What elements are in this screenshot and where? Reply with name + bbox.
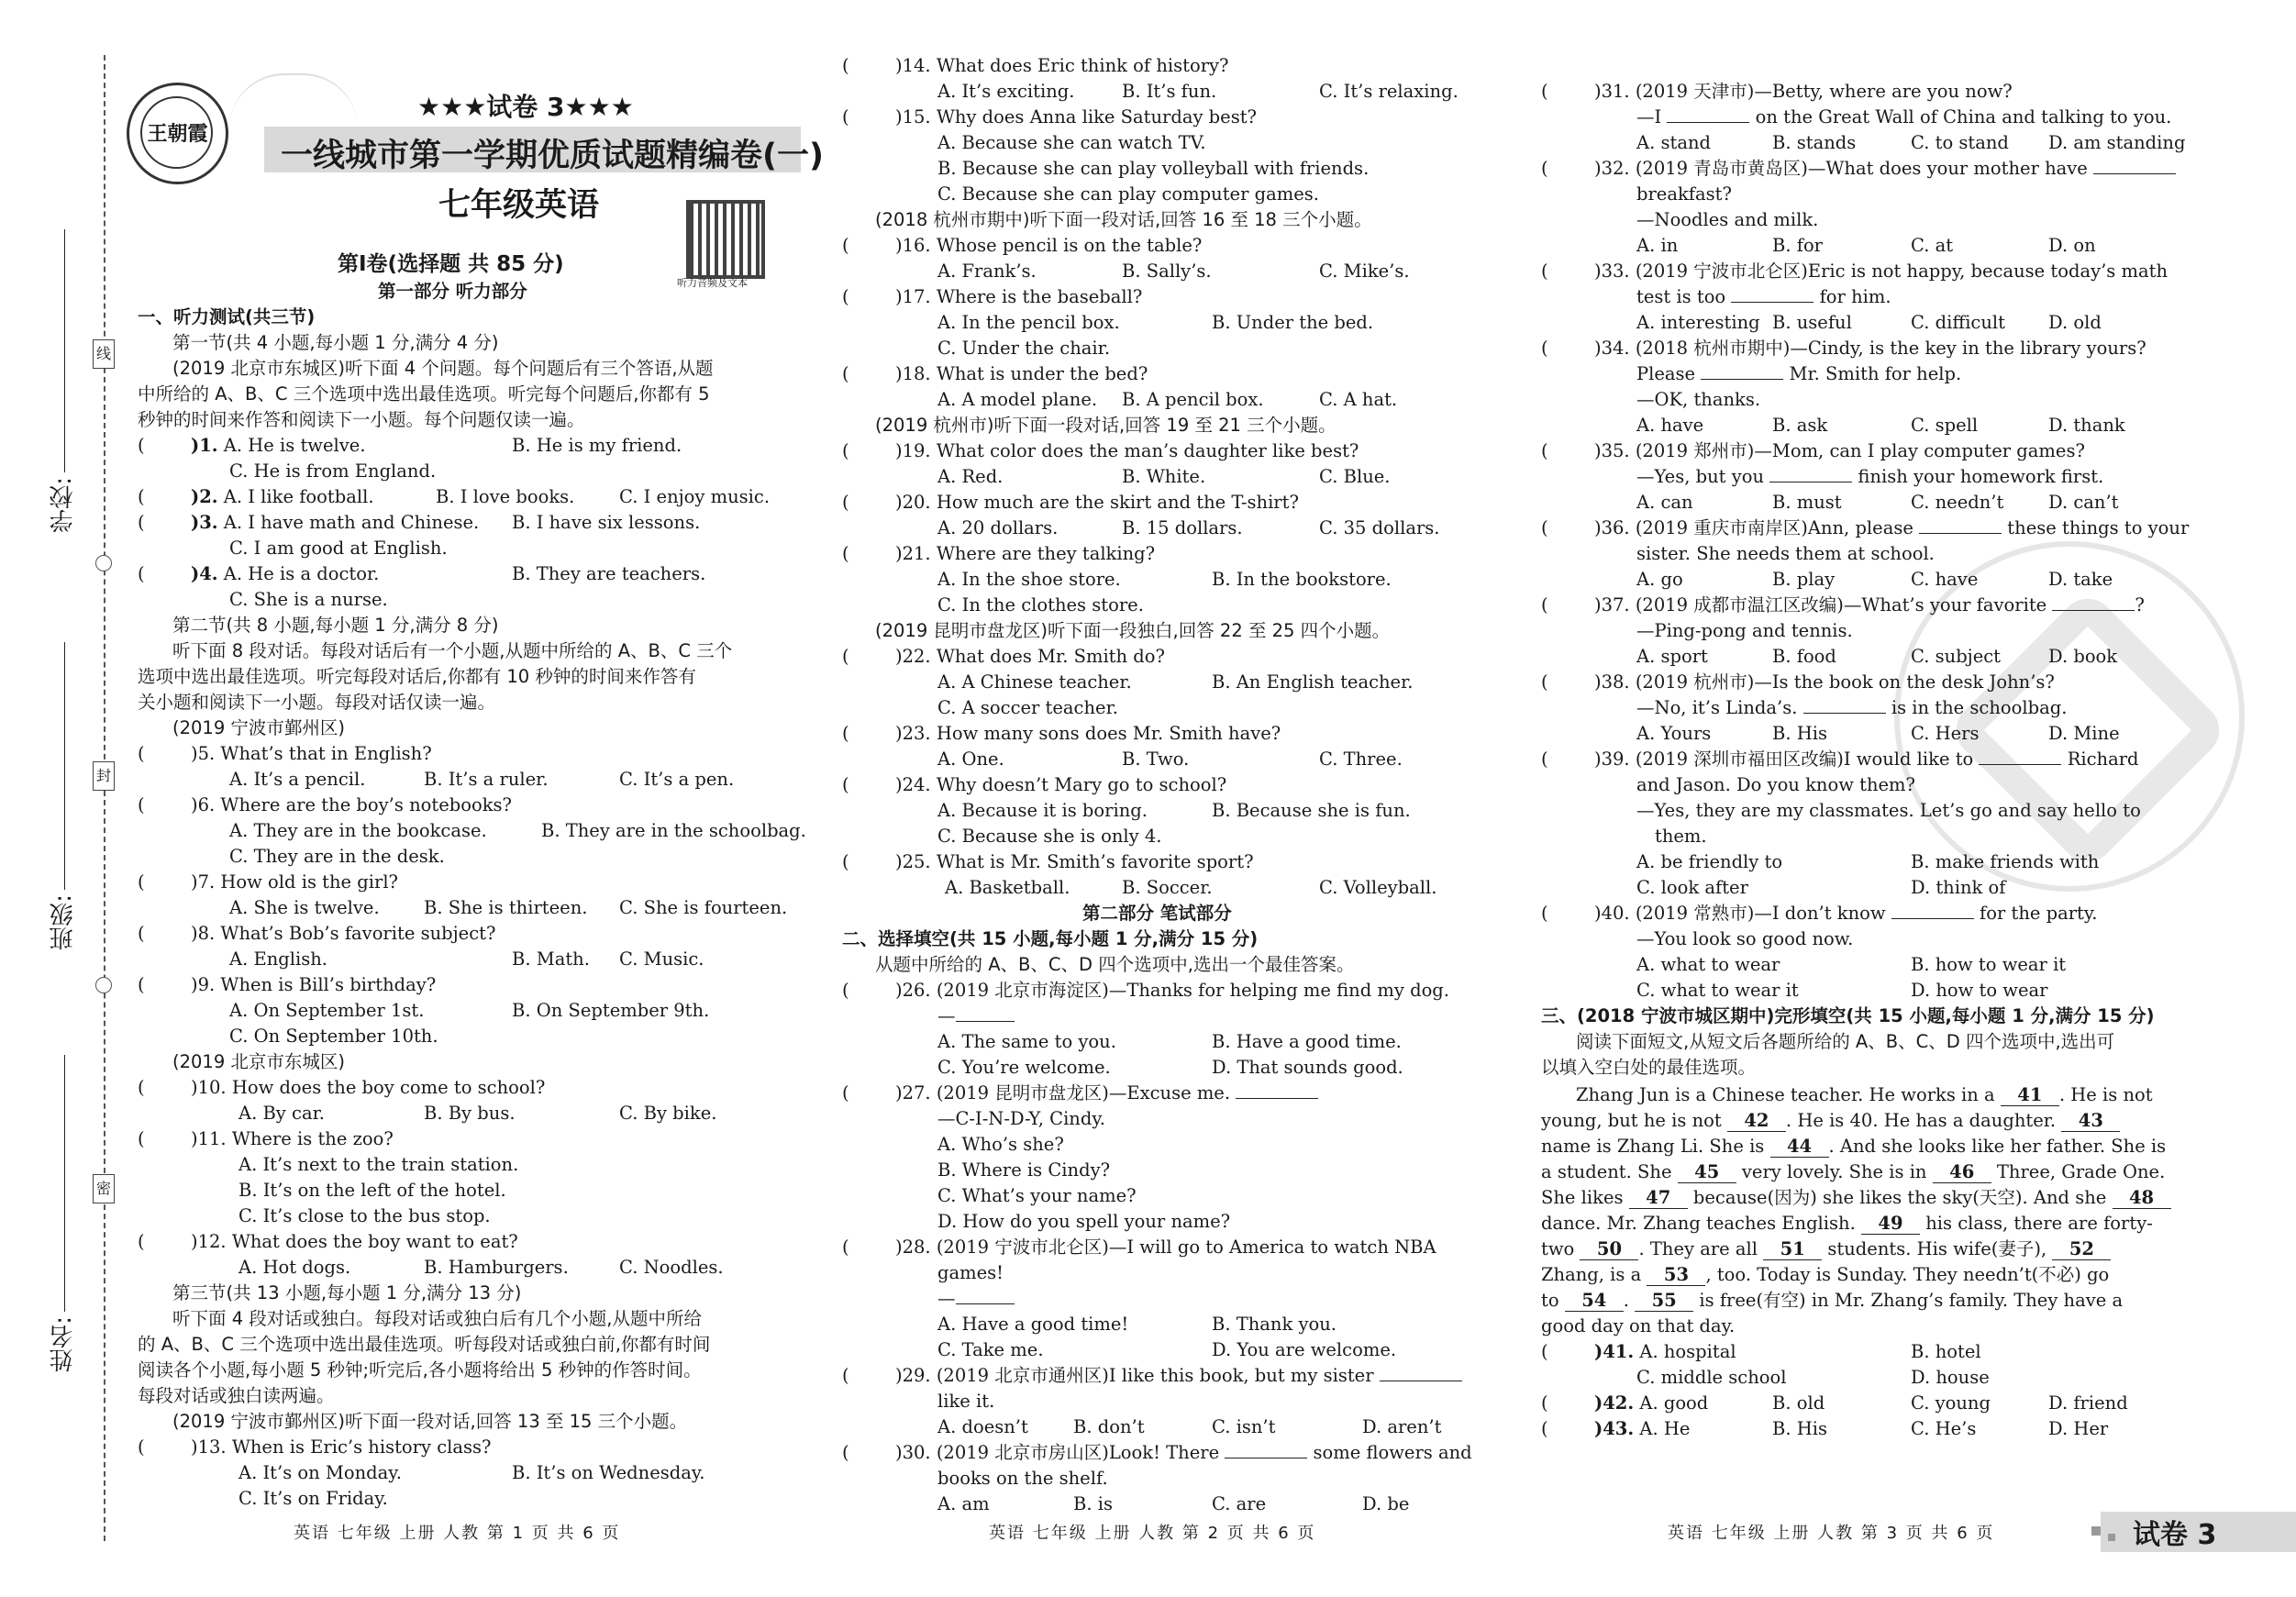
blank-49[interactable]: 49 [1861, 1214, 1920, 1235]
question-23: ( )23. How many sons does Mr. Smith have? [842, 723, 1281, 744]
logo-text: 王朝霞 [147, 123, 208, 146]
option-d: D. You are welcome. [1212, 1339, 1397, 1360]
source: (2019 杭州市)听下面一段对话,回答 19 至 21 三个小题。 [875, 415, 1337, 436]
dialogue-line: games! [937, 1262, 1004, 1283]
blank-44[interactable]: 44 [1770, 1137, 1829, 1158]
question-2: ( )2. A. I like football. [138, 486, 374, 507]
section-1-1: 第一节(共 4 小题,每小题 1 分,满分 4 分) [172, 332, 499, 353]
instruction: 的 A、B、C 三个选项中选出最佳选项。听每段对话或独白前,你都有时间 [138, 1334, 711, 1355]
option-c: C. I am good at English. [229, 538, 448, 559]
passage-line: two 50 . They are all 51 students. His wife(妻子), 52 [1541, 1237, 2111, 1262]
question-41: ( )41. A. hospital [1541, 1341, 1736, 1362]
question-39: ( )39. (2019 深圳市福田区改编)I would like to Richard [1541, 749, 2139, 770]
option-d: D. house [1911, 1367, 1990, 1388]
option-d: D. think of [1911, 877, 2006, 898]
blank-45[interactable]: 45 [1678, 1162, 1736, 1183]
option-c: C. have [1911, 569, 1979, 590]
option-c: C. It’s close to the bus stop. [238, 1205, 491, 1226]
name-label: 姓名: [50, 1316, 77, 1372]
question-22: ( )22. What does Mr. Smith do? [842, 646, 1165, 667]
option-d: D. aren’t [1362, 1416, 1442, 1437]
option-a: A. can [1636, 492, 1693, 513]
binding-line [104, 55, 105, 1541]
option-a: A. It’s a pencil. [229, 769, 366, 790]
option-a: A. Who’s she? [937, 1134, 1064, 1155]
option-c: C. at [1911, 235, 1954, 256]
option-c: C. On September 10th. [229, 1026, 438, 1047]
option-a: A. Because it is boring. [937, 800, 1148, 821]
school-field[interactable] [64, 229, 65, 472]
option-c: C. needn’t [1911, 492, 2004, 513]
question-34: ( )34. (2018 杭州市期中)—Cindy, is the key in the library yours? [1541, 338, 2146, 359]
question-43: ( )43. A. He [1541, 1418, 1691, 1439]
question-1: ( )1. A. He is twelve. [138, 435, 366, 456]
option-c: C. She is a nurse. [229, 589, 388, 610]
option-d: D. can’t [2048, 492, 2119, 513]
option-c: C. middle school [1636, 1367, 1787, 1388]
instruction: 阅读各个小题,每小题 5 秒钟;听完后,各小题将给出 5 秒钟的作答时间。 [138, 1359, 702, 1381]
passage-line: good day on that day. [1541, 1315, 1736, 1336]
option-c: C. what to wear it [1636, 980, 1799, 1001]
hole-mark [95, 555, 112, 571]
option-d: D. on [2048, 235, 2096, 256]
dialogue-line: —C-I-N-D-Y, Cindy. [937, 1108, 1105, 1129]
instruction: 听下面 4 段对话或独白。每段对话或独白后有几个小题,从题中所给 [172, 1308, 703, 1329]
part1-subtitle: 第一部分 听力部分 [378, 281, 527, 302]
hole-mark [95, 977, 112, 993]
question-12: ( )12. What does the boy want to eat? [138, 1231, 518, 1252]
instruction: 选项中选出最佳选项。听完每段对话后,你都有 10 秒钟的时间来作答有 [138, 666, 696, 687]
option-b: B. A pencil box. [1122, 389, 1264, 410]
option-a: A. It’s next to the train station. [238, 1154, 519, 1175]
decor-square [2091, 1526, 2101, 1536]
option-b: B. It’s a ruler. [424, 769, 549, 790]
class-label: 班级: [50, 894, 77, 950]
option-b: B. They are in the schoolbag. [541, 820, 806, 841]
option-c: C. Blue. [1319, 466, 1391, 487]
option-c: C. He is from England. [229, 460, 437, 482]
option-a: A. The same to you. [937, 1031, 1116, 1052]
option-a: A. 20 dollars. [937, 517, 1059, 538]
option-a: A. Because she can watch TV. [937, 132, 1206, 153]
answer-blank[interactable] [1236, 1098, 1318, 1099]
question-30: ( )30. (2019 北京市房山区)Look! There some flowers and [842, 1442, 1472, 1463]
bind-mark: 密 [93, 1174, 115, 1203]
blank-46[interactable]: 46 [1933, 1162, 1991, 1183]
option-c: C. In the clothes store. [937, 594, 1144, 616]
option-c: C. A hat. [1319, 389, 1398, 410]
part1-title: 第Ⅰ卷(选择题 共 85 分) [338, 252, 564, 276]
option-c: C. By bike. [619, 1103, 717, 1124]
option-a: A. On September 1st. [229, 1000, 425, 1021]
dialogue-line: —You look so good now. [1636, 928, 1854, 949]
dialogue-line: —Ping-pong and tennis. [1636, 620, 1853, 641]
option-c: C. subject [1911, 646, 2002, 667]
option-b: B. Because she can play volleyball with friends. [937, 158, 1370, 179]
option-a: A. in [1636, 235, 1679, 256]
option-d: D. That sounds good. [1212, 1057, 1403, 1078]
option-b: B. 15 dollars. [1122, 517, 1243, 538]
blank-55[interactable]: 55 [1635, 1291, 1693, 1312]
question-27: ( )27. (2019 昆明市盘龙区)—Excuse me. [842, 1081, 1318, 1106]
option-a: A. By car. [238, 1103, 325, 1124]
option-b: B. By bus. [424, 1103, 516, 1124]
answer-blank[interactable] [1701, 379, 1783, 380]
bind-mark: 线 [93, 339, 115, 369]
question-18: ( )18. What is under the bed? [842, 363, 1148, 384]
option-d: D. am standing [2048, 132, 2186, 153]
class-field[interactable] [64, 642, 65, 890]
passage-line: a student. She 45 very lovely. She is in 46 Three, Grade One. [1541, 1161, 2166, 1182]
dialogue-line: —Yes, but you finish your homework first. [1636, 466, 2104, 487]
option-b: B. stands [1772, 132, 1857, 153]
option-c: C. Mike’s. [1319, 261, 1410, 282]
subject-title: 七年级英语 [438, 187, 600, 224]
passage-line: young, but he is not 42 . He is 40. He has a daughter. 43 [1541, 1108, 2120, 1134]
option-c: C. 35 dollars. [1319, 517, 1440, 538]
option-c: C. Under the chair. [937, 338, 1111, 359]
option-b: B. don’t [1073, 1416, 1145, 1437]
decor-square [2108, 1534, 2115, 1541]
source: (2019 昆明市盘龙区)听下面一段独白,回答 22 至 25 四个小题。 [875, 620, 1391, 641]
question-16: ( )16. Whose pencil is on the table? [842, 235, 1203, 256]
question-36: ( )36. (2019 重庆市南岸区)Ann, please these things to your [1541, 517, 2190, 538]
instruction: 每段对话或独白读两遍。 [138, 1385, 335, 1406]
question-25: ( )25. What is Mr. Smith’s favorite sport? [842, 851, 1254, 872]
option-a: A. be friendly to [1636, 851, 1783, 872]
option-c: C. He’s [1911, 1418, 1977, 1439]
question-42: ( )42. A. good [1541, 1392, 1709, 1414]
option-c: C. Because she can play computer games. [937, 183, 1319, 205]
option-c: C. They are in the desk. [229, 846, 445, 867]
option-c: C. What’s your name? [937, 1185, 1137, 1206]
answer-blank[interactable] [2052, 610, 2135, 611]
option-b: B. It’s on the left of the hotel. [238, 1180, 506, 1201]
source: (2019 宁波市鄞州区)听下面一段对话,回答 13 至 15 三个小题。 [172, 1411, 688, 1432]
option-d: D. take [2048, 569, 2113, 590]
option-d: D. Mine [2048, 723, 2120, 744]
instruction: 听下面 8 段对话。每段对话后有一个小题,从题中所给的 A、B、C 三个 [172, 640, 733, 661]
question-9: ( )9. When is Bill’s birthday? [138, 974, 437, 995]
option-b: B. It’s fun. [1122, 81, 1217, 102]
section-1-3: 第三节(共 13 小题,每小题 1 分,满分 13 分) [172, 1282, 522, 1303]
question-29: ( )29. (2019 北京市通州区)I like this book, but my sister [842, 1363, 1462, 1389]
question-38: ( )38. (2019 杭州市)—Is the book on the desk John’s? [1541, 671, 2055, 693]
answer-blank[interactable] [956, 1303, 1015, 1304]
option-c: C. A soccer teacher. [937, 697, 1118, 718]
qr-caption: 听力音频及文本 [677, 277, 748, 289]
column-1 [138, 0, 807, 1597]
passage-line: She likes 47 because(因为) she likes the sky(天空). And she 48 [1541, 1185, 2171, 1211]
question-31: ( )31. (2019 天津市)—Betty, where are you now? [1541, 81, 2013, 102]
option-b: B. Two. [1122, 749, 1190, 770]
question-20: ( )20. How much are the skirt and the T-shirt? [842, 492, 1299, 513]
dialogue-line: —I on the Great Wall of China and talking to you. [1636, 106, 2172, 128]
instruction: 中所给的 A、B、C 三个选项中选出最佳选项。听完每个问题后,你都有 5 [138, 383, 710, 405]
option-c: C. You’re welcome. [937, 1057, 1111, 1078]
option-c: C. spell [1911, 415, 1979, 436]
question-6: ( )6. Where are the boy’s notebooks? [138, 794, 512, 815]
question-15: ( )15. Why does Anna like Saturday best? [842, 106, 1257, 128]
dialogue-line: breakfast? [1636, 183, 1732, 205]
option-b: B. They are teachers. [512, 563, 706, 584]
option-b: B. I have six lessons. [512, 512, 701, 533]
option-b: B. Where is Cindy? [937, 1159, 1111, 1181]
answer-blank[interactable] [956, 1021, 1015, 1022]
dialogue-line: books on the shelf. [937, 1468, 1108, 1489]
dialogue-line: sister. She needs them at school. [1636, 543, 1935, 564]
option-c: C. difficult [1911, 312, 2005, 333]
option-c: C. Music. [619, 948, 704, 970]
option-c: C. Take me. [937, 1339, 1044, 1360]
option-b: B. is [1073, 1493, 1113, 1514]
bind-mark: 封 [93, 761, 115, 791]
option-c: C. Hers [1911, 723, 1980, 744]
dialogue-line: —OK, thanks. [1636, 389, 1761, 410]
source: (2019 宁波市鄞州区) [172, 717, 346, 738]
option-a: A. A model plane. [937, 389, 1098, 410]
answer-blank[interactable] [2093, 173, 2176, 174]
option-b: B. useful [1772, 312, 1852, 333]
instruction: 从题中所给的 A、B、C、D 四个选项中,选出一个最佳答案。 [875, 954, 1355, 975]
blank-47[interactable]: 47 [1629, 1188, 1688, 1209]
question-5: ( )5. What’s that in English? [138, 743, 432, 764]
blank-52[interactable]: 52 [2052, 1239, 2111, 1260]
option-a: A. stand [1636, 132, 1711, 153]
option-b: B. ask [1772, 415, 1828, 436]
question-17: ( )17. Where is the baseball? [842, 286, 1143, 307]
question-33: ( )33. (2019 宁波市北仑区)Eric is not happy, because today’s math [1541, 261, 2168, 282]
source: (2019 北京市东城区) [172, 1051, 346, 1072]
option-b: B. Math. [512, 948, 590, 970]
option-a: A. interesting [1636, 312, 1760, 333]
passage-line: dance. Mr. Zhang teaches English. 49 his class, there are forty- [1541, 1213, 2153, 1234]
option-d: D. old [2048, 312, 2102, 333]
dialogue-line: them. [1655, 826, 1707, 847]
name-field[interactable] [64, 1055, 65, 1312]
option-a: A. A Chinese teacher. [937, 671, 1132, 693]
option-b: B. His [1772, 723, 1827, 744]
option-c: C. Because she is only 4. [937, 826, 1162, 847]
option-b: B. On September 9th. [512, 1000, 710, 1021]
option-a: A. In the pencil box. [937, 312, 1120, 333]
option-c: C. Three. [1319, 749, 1403, 770]
option-a: A. One. [937, 749, 1004, 770]
blank-50[interactable]: 50 [1580, 1239, 1638, 1260]
option-d: D. friend [2048, 1392, 2128, 1414]
option-b: B. Soccer. [1122, 877, 1213, 898]
question-24: ( )24. Why doesn’t Mary go to school? [842, 774, 1227, 795]
option-a: A. Yours [1636, 723, 1712, 744]
question-8: ( )8. What’s Bob’s favorite subject? [138, 923, 496, 944]
option-a: A. Have a good time! [937, 1314, 1129, 1335]
source: (2018 杭州市期中)听下面一段对话,回答 16 至 18 三个小题。 [875, 209, 1372, 230]
option-b: B. Sally’s. [1122, 261, 1212, 282]
exam-tag: 试卷 3 [2133, 1519, 2217, 1551]
dialogue-line: Please Mr. Smith for help. [1636, 363, 1962, 384]
dialogue-line: —Noodles and milk. [1636, 209, 1819, 230]
option-b: B. Under the bed. [1212, 312, 1374, 333]
option-b: B. must [1772, 492, 1842, 513]
option-c: C. She is fourteen. [619, 897, 788, 918]
question-3: ( )3. A. I have math and Chinese. [138, 512, 480, 533]
option-a: A. doesn’t [937, 1416, 1028, 1437]
answer-blank[interactable] [1919, 533, 2002, 534]
page-footer: 英语 七年级 上册 人教 第 1 页 共 6 页 [294, 1524, 621, 1543]
instruction: 以填入空白处的最佳选项。 [1541, 1057, 1757, 1078]
option-c: C. Noodles. [619, 1257, 724, 1278]
option-a: A. sport [1636, 646, 1708, 667]
blank-53[interactable]: 53 [1647, 1265, 1705, 1286]
question-4: ( )4. A. He is a doctor. [138, 563, 380, 584]
blank-51[interactable]: 51 [1763, 1239, 1822, 1260]
section-1-2: 第二节(共 8 小题,每小题 1 分,满分 8 分) [172, 615, 499, 636]
dialogue-line: — [937, 1286, 1015, 1312]
option-d: D. how to wear [1911, 980, 2048, 1001]
option-b: B. I love books. [436, 486, 575, 507]
passage-line: name is Zhang Li. She is 44 . And she looks like her father. She is [1541, 1136, 2167, 1157]
option-a: A. am [937, 1493, 990, 1514]
option-b: B. hotel [1911, 1341, 1981, 1362]
option-b: B. Thank you. [1212, 1314, 1337, 1335]
option-b: B. In the bookstore. [1212, 569, 1392, 590]
option-a: A. go [1636, 569, 1683, 590]
option-d: D. thank [2048, 415, 2125, 436]
question-14: ( )14. What does Eric think of history? [842, 55, 1229, 76]
question-11: ( )11. Where is the zoo? [138, 1128, 394, 1149]
option-b: B. His [1772, 1418, 1827, 1439]
question-26: ( )26. (2019 北京市海淀区)—Thanks for helping me find my dog. [842, 980, 1449, 1001]
option-b: B. Because she is fun. [1212, 800, 1411, 821]
option-c: C. It’s relaxing. [1319, 81, 1459, 102]
option-d: D. book [2048, 646, 2118, 667]
option-b: B. how to wear it [1911, 954, 2067, 975]
answer-blank[interactable] [1891, 918, 1974, 919]
option-c: C. young [1911, 1392, 1991, 1414]
option-c: C. to stand [1911, 132, 2009, 153]
section-2-title: 二、选择填空(共 15 小题,每小题 1 分,满分 15 分) [842, 928, 1259, 949]
question-28: ( )28. (2019 宁波市北仑区)—I will go to America to watch NBA [842, 1237, 1436, 1258]
option-b: B. play [1772, 569, 1836, 590]
option-a: A. They are in the bookcase. [229, 820, 487, 841]
option-b: B. An English teacher. [1212, 671, 1414, 693]
option-d: D. How do you spell your name? [937, 1211, 1231, 1232]
option-b: B. He is my friend. [512, 435, 682, 456]
question-40: ( )40. (2019 常熟市)—I don’t know for the party. [1541, 903, 2098, 924]
question-21: ( )21. Where are they talking? [842, 543, 1156, 564]
question-13: ( )13. When is Eric’s history class? [138, 1436, 492, 1458]
instruction: 关小题和阅读下一小题。每段对话仅读一遍。 [138, 692, 496, 713]
option-d: D. Her [2048, 1418, 2109, 1439]
question-32: ( )32. (2019 青岛市黄岛区)—What does your mother have [1541, 156, 2176, 182]
answer-blank[interactable] [1803, 713, 1886, 714]
option-c: C. It’s on Friday. [238, 1488, 388, 1509]
column-2 [842, 0, 1503, 1597]
option-b: B. Have a good time. [1212, 1031, 1402, 1052]
question-10: ( )10. How does the boy come to school? [138, 1077, 546, 1098]
blank-54[interactable]: 54 [1565, 1291, 1624, 1312]
option-a: A. It’s on Monday. [238, 1462, 402, 1483]
option-a: A. English. [229, 948, 327, 970]
answer-blank[interactable] [1667, 122, 1749, 123]
question-37: ( )37. (2019 成都市温江区改编)—What’s your favorite ? [1541, 594, 2145, 616]
dialogue-line: —No, it’s Linda’s. is in the schoolbag. [1636, 697, 2068, 718]
option-a: A. have [1636, 415, 1704, 436]
blank-43[interactable]: 43 [2061, 1111, 2120, 1132]
answer-blank[interactable] [1979, 764, 2061, 765]
blank-41[interactable]: 41 [2001, 1085, 2059, 1106]
option-b: B. White. [1122, 466, 1206, 487]
option-a: A. Frank’s. [937, 261, 1037, 282]
option-a: A. In the shoe store. [937, 569, 1121, 590]
option-a: A. Basketball. [945, 877, 1070, 898]
option-c: C. look after [1636, 877, 1748, 898]
instruction: 阅读下面短文,从短文后各题所给的 A、B、C、D 四个选项中,选出可 [1576, 1031, 2115, 1052]
dialogue-line: — [937, 1004, 1015, 1029]
part2-title: 第二部分 笔试部分 [1082, 903, 1232, 924]
exam-number: ★★★试卷 3★★★ [417, 92, 634, 122]
section-1-title: 一、听力测试(共三节) [138, 306, 316, 327]
option-a: A. Hot dogs. [238, 1257, 351, 1278]
question-35: ( )35. (2019 郑州市)—Mom, can I play computer games? [1541, 440, 2085, 461]
option-c: C. are [1212, 1493, 1267, 1514]
option-b: B. make friends with [1911, 851, 2100, 872]
option-b: B. old [1772, 1392, 1825, 1414]
dialogue-line: like it. [937, 1391, 995, 1412]
section-3-title: 三、(2018 宁波市城区期中)完形填空(共 15 小题,每小题 1 分,满分 15 分) [1541, 1005, 2155, 1026]
dialogue-line: and Jason. Do you know them? [1636, 774, 1915, 795]
question-19: ( )19. What color does the man’s daughter like best? [842, 440, 1359, 461]
blank-42[interactable]: 42 [1727, 1111, 1786, 1132]
page-footer: 英语 七年级 上册 人教 第 2 页 共 6 页 [989, 1524, 1316, 1543]
dialogue-line: test is too for him. [1636, 286, 1891, 307]
option-b: B. food [1772, 646, 1836, 667]
question-7: ( )7. How old is the girl? [138, 871, 399, 893]
passage-line: Zhang Jun is a Chinese teacher. He works in a 41 . He is not [1576, 1084, 2153, 1105]
option-d: D. be [1362, 1493, 1410, 1514]
passage-line: Zhang, is a 53 , too. Today is Sunday. They needn’t(不必) go [1541, 1264, 2110, 1285]
page-footer: 英语 七年级 上册 人教 第 3 页 共 6 页 [1668, 1524, 1995, 1543]
option-a: A. what to wear [1636, 954, 1780, 975]
option-b: B. It’s on Wednesday. [512, 1462, 705, 1483]
answer-blank[interactable] [1731, 302, 1814, 303]
dialogue-line: —Yes, they are my classmates. Let’s go and say hello to [1636, 800, 2141, 821]
option-a: A. Red. [937, 466, 1004, 487]
option-c: C. Volleyball. [1319, 877, 1437, 898]
blank-48[interactable]: 48 [2113, 1188, 2171, 1209]
option-c: C. isn’t [1212, 1416, 1276, 1437]
option-a: A. She is twelve. [229, 897, 380, 918]
series-title: 一线城市第一学期优质试题精编卷(一) [281, 138, 824, 174]
school-label: 学校: [50, 477, 77, 533]
option-b: B. Hamburgers. [424, 1257, 569, 1278]
passage-line: to 54 . 55 is free(有空) in Mr. Zhang’s family. They have a [1541, 1290, 2124, 1311]
option-c: C. I enjoy music. [619, 486, 771, 507]
instruction: 秒钟的时间来作答和阅读下一小题。每个问题仅读一遍。 [138, 409, 585, 430]
column-3 [1541, 0, 2202, 1597]
option-a: A. It’s exciting. [937, 81, 1075, 102]
option-b: B. for [1772, 235, 1824, 256]
option-b: B. She is thirteen. [424, 897, 588, 918]
instruction: (2019 北京市东城区)听下面 4 个问题。每个问题后有三个答语,从题 [172, 358, 714, 379]
option-c: C. It’s a pen. [619, 769, 735, 790]
